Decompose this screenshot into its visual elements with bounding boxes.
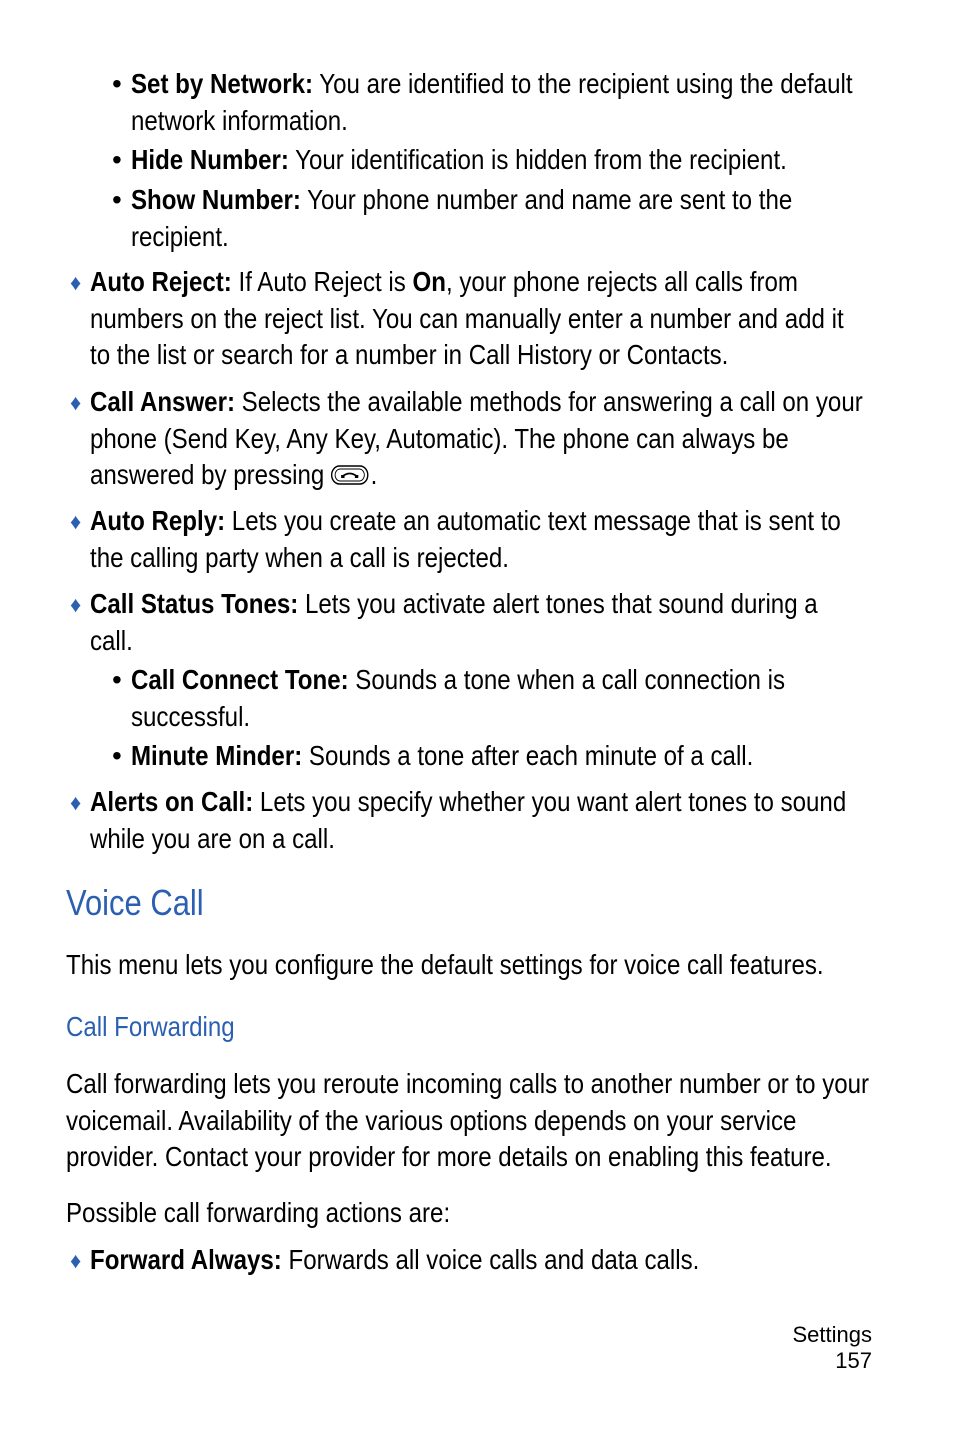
line: Call Connect Tone: Sounds a tone when a call connection is (131, 664, 786, 695)
term: Call Status Tones: (90, 588, 299, 619)
line: answered by pressing . (90, 459, 378, 490)
page-number: 157 (835, 1348, 872, 1373)
term: Alerts on Call: (90, 786, 254, 817)
line: recipient. (131, 220, 229, 252)
line: voicemail. Availability of the various options depends on your service (66, 1104, 797, 1136)
line: Call Status Tones: Lets you activate alert tones that sound during a (90, 588, 818, 619)
line: Minute Minder: Sounds a tone after each minute of a call. (131, 740, 754, 771)
line: call. (90, 624, 133, 656)
voice-call-intro: This menu lets you configure the default settings for voice call features. (66, 949, 824, 980)
line: to the list or search for a number in Call History or Contacts. (90, 339, 729, 370)
line: Auto Reject: If Auto Reject is On, your phone rejects all calls from (90, 266, 798, 297)
term: Hide Number: (131, 144, 289, 175)
page-footer (793, 1322, 873, 1374)
line: phone (Send Key, Any Key, Automatic). The phone can always be (90, 422, 789, 454)
footer-section: Settings (792, 1322, 872, 1347)
line: Call forwarding lets you reroute incoming calls to another number or to your (66, 1068, 870, 1099)
diamond-bullet-icon: ♦ (70, 790, 82, 815)
line: Call Answer: Selects the available methods for answering a call on your (90, 386, 863, 417)
term: Auto Reject: (90, 266, 232, 297)
line: the calling party when a call is rejected. (90, 541, 509, 573)
bullet: • (112, 184, 122, 215)
diamond-bullet-icon: ♦ (70, 592, 82, 617)
call-forwarding-actions-intro: Possible call forwarding actions are: (66, 1197, 451, 1228)
line: network information. (131, 104, 348, 136)
term: Forward Always: (90, 1244, 282, 1275)
term: Show Number: (131, 184, 301, 215)
bullet: • (112, 144, 122, 175)
line: Set by Network: You are identified to the recipient using the default (131, 68, 853, 99)
line: while you are on a call. (90, 822, 335, 854)
diamond-bullet-icon: ♦ (70, 1248, 82, 1273)
call-forwarding-description (66, 1066, 954, 1176)
term: Call Connect Tone: (131, 664, 349, 695)
diamond-bullet-icon: ♦ (70, 390, 82, 415)
term: Minute Minder: (131, 740, 303, 771)
bullet: • (112, 68, 122, 99)
line: numbers on the reject list. You can manually enter a number and add it (90, 302, 844, 334)
term: Set by Network: (131, 68, 313, 99)
line: Show Number: Your phone number and name are sent to the (131, 184, 793, 215)
section-heading-voice-call: Voice Call (66, 882, 204, 923)
line: Forward Always: Forwards all voice calls and data calls. (90, 1244, 700, 1275)
subsection-heading-call-forwarding: Call Forwarding (66, 1011, 235, 1042)
line: Alerts on Call: Lets you specify whether you want alert tones to sound (90, 786, 847, 817)
line: successful. (131, 700, 251, 732)
bullet: • (112, 664, 122, 695)
send-key-icon (331, 459, 369, 481)
bullet: • (112, 740, 122, 771)
diamond-bullet-icon: ♦ (70, 509, 82, 534)
term: Call Answer: (90, 386, 235, 417)
diamond-bullet-icon: ♦ (70, 270, 82, 295)
term: Auto Reply: (90, 505, 226, 536)
line: Hide Number: Your identification is hidden from the recipient. (131, 144, 787, 175)
line: provider. Contact your provider for more details on enabling this feature. (66, 1141, 832, 1172)
line: Auto Reply: Lets you create an automatic text message that is sent to (90, 505, 841, 536)
